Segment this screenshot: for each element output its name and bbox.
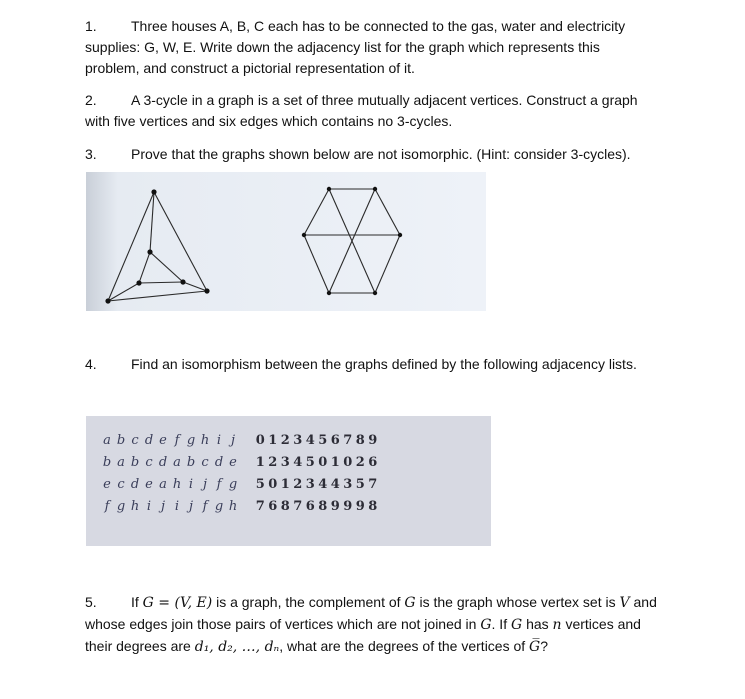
- adjacency-letter-cell: c: [145, 454, 153, 470]
- adjacency-letter-cell: c: [201, 454, 209, 470]
- adjacency-number-cell: 0: [343, 454, 353, 470]
- adjacency-letter-cell: d: [144, 432, 154, 448]
- adjacency-letter-cell: a: [173, 454, 181, 470]
- math-expression: d₁, d₂, …, dₙ: [194, 639, 280, 655]
- math-symbol: G: [480, 617, 492, 633]
- adjacency-letter-cell: a: [159, 476, 167, 492]
- adjacency-number-cell: 9: [330, 498, 340, 514]
- graphs-svg: [86, 172, 486, 311]
- adjacency-letter-cell: h: [130, 498, 140, 514]
- adjacency-letter-cell: g: [228, 476, 238, 492]
- adjacency-letter-cell: g: [214, 498, 224, 514]
- adjacency-number-cell: 8: [368, 498, 378, 514]
- adjacency-number-cell: 7: [368, 476, 378, 492]
- adjacency-number-cell: 2: [280, 432, 290, 448]
- adjacency-number-cell: 7: [293, 498, 303, 514]
- adjacency-number-cell: 3: [305, 476, 315, 492]
- adjacency-letter-cell: i: [188, 476, 194, 492]
- adjacency-number-cell: 3: [343, 476, 353, 492]
- adjacency-letter-cell: a: [117, 454, 125, 470]
- adjacency-number-cell: 2: [268, 454, 278, 470]
- adjacency-letter-cell: g: [116, 498, 126, 514]
- adjacency-letter-cell: b: [116, 432, 126, 448]
- question-text: A 3-cycle in a graph is a set of three mutually adjacent vertices. Construct a graph: [131, 92, 638, 108]
- adjacency-lists-image: [86, 416, 491, 546]
- question-text: has: [526, 616, 549, 632]
- adjacency-number-cell: 3: [293, 432, 303, 448]
- adjacency-number-cell: 6: [330, 432, 340, 448]
- question-4: [85, 354, 685, 375]
- adjacency-letter-cell: f: [104, 498, 110, 514]
- adjacency-letter-cell: d: [214, 454, 224, 470]
- adjacency-letter-cell: j: [230, 432, 236, 448]
- question-text: is the graph whose vertex set is: [419, 594, 616, 610]
- question-text: with five vertices and six edges which contains no 3-cycles.: [85, 113, 453, 129]
- graphs-figure: [86, 172, 486, 311]
- adjacency-number-cell: 4: [330, 476, 340, 492]
- question-text: and: [633, 594, 657, 610]
- adjacency-letter-cell: e: [229, 454, 237, 470]
- question-text: . If: [491, 616, 508, 632]
- adjacency-letter-cell: f: [216, 476, 222, 492]
- adjacency-letter-cell: e: [159, 432, 167, 448]
- math-symbol: G: [404, 595, 416, 611]
- question-text: their degrees are: [85, 638, 191, 654]
- adjacency-table: [100, 429, 379, 517]
- adjacency-letter-cell: a: [103, 432, 111, 448]
- adjacency-number-cell: 9: [355, 498, 365, 514]
- adjacency-number-cell: 2: [355, 454, 365, 470]
- column-separator: [240, 429, 254, 451]
- adjacency-letter-cell: j: [160, 498, 166, 514]
- question-text: Find an isomorphism between the graphs defined by the following adjacency lists.: [131, 356, 637, 372]
- adjacency-row: [100, 429, 379, 451]
- adjacency-number-cell: 3: [280, 454, 290, 470]
- adjacency-number-cell: 5: [318, 432, 328, 448]
- adjacency-letter-cell: b: [130, 454, 140, 470]
- adjacency-letter-cell: e: [103, 476, 111, 492]
- adjacency-number-cell: 4: [305, 432, 315, 448]
- adjacency-letter-cell: j: [202, 476, 208, 492]
- adjacency-row: [100, 451, 379, 473]
- question-text: ?: [540, 638, 549, 654]
- column-separator: [240, 473, 254, 495]
- question-text: If: [131, 594, 139, 610]
- adjacency-number-cell: 8: [355, 432, 365, 448]
- adjacency-number-cell: 0: [318, 454, 328, 470]
- math-symbol: G̅: [529, 639, 541, 655]
- question-text: is a graph, the complement of: [216, 594, 401, 610]
- math-symbol: n: [552, 617, 562, 633]
- adjacency-number-cell: 4: [318, 476, 328, 492]
- question-3: [85, 144, 685, 165]
- adjacency-number-cell: 7: [343, 432, 353, 448]
- adjacency-letter-cell: e: [145, 476, 153, 492]
- adjacency-number-cell: 5: [355, 476, 365, 492]
- question-text: Prove that the graphs shown below are not isomorphic. (Hint: consider 3-cycles).: [131, 146, 631, 162]
- question-text: whose edges join those pairs of vertices which are not joined in: [85, 616, 477, 632]
- adjacency-number-cell: 1: [280, 476, 290, 492]
- question-1: [85, 16, 685, 79]
- column-separator: [240, 495, 254, 517]
- adjacency-number-cell: 1: [255, 454, 265, 470]
- adjacency-letter-cell: f: [174, 432, 180, 448]
- question-text: problem, and construct a pictorial representation of it.: [85, 60, 415, 76]
- math-expression: G = (V, E): [142, 595, 213, 611]
- math-symbol: V: [619, 595, 630, 611]
- adjacency-number-cell: 6: [268, 498, 278, 514]
- question-number: 5.: [85, 594, 97, 610]
- question-number: 2.: [85, 92, 97, 108]
- adjacency-letter-cell: h: [172, 476, 182, 492]
- adjacency-letter-cell: b: [186, 454, 196, 470]
- adjacency-row: [100, 495, 379, 517]
- adjacency-number-cell: 6: [305, 498, 315, 514]
- adjacency-number-cell: 1: [268, 432, 278, 448]
- adjacency-number-cell: 7: [255, 498, 265, 514]
- question-5: [85, 592, 695, 658]
- adjacency-letter-cell: i: [174, 498, 180, 514]
- adjacency-letter-cell: f: [202, 498, 208, 514]
- adjacency-letter-cell: d: [130, 476, 140, 492]
- adjacency-number-cell: 5: [255, 476, 265, 492]
- question-text: vertices and: [565, 616, 641, 632]
- math-symbol: G: [510, 617, 523, 633]
- question-text: Three houses A, B, C each has to be connected to the gas, water and electricity: [131, 18, 626, 34]
- adjacency-letter-cell: b: [102, 454, 112, 470]
- adjacency-number-cell: 9: [343, 498, 353, 514]
- adjacency-number-cell: 5: [305, 454, 315, 470]
- adjacency-letter-cell: g: [186, 432, 196, 448]
- question-number: 3.: [85, 146, 97, 162]
- question-number: 4.: [85, 356, 97, 372]
- adjacency-letter-cell: i: [216, 432, 222, 448]
- adjacency-letter-cell: c: [131, 432, 139, 448]
- adjacency-number-cell: 8: [280, 498, 290, 514]
- adjacency-letter-cell: j: [188, 498, 194, 514]
- adjacency-number-cell: 9: [368, 432, 378, 448]
- adjacency-row: [100, 473, 379, 495]
- question-text: , what are the degrees of the vertices of: [279, 638, 526, 654]
- adjacency-number-cell: 8: [318, 498, 328, 514]
- question-2: [85, 90, 685, 132]
- adjacency-number-cell: 0: [268, 476, 278, 492]
- column-separator: [240, 451, 254, 473]
- adjacency-number-cell: 4: [293, 454, 303, 470]
- adjacency-number-cell: 1: [330, 454, 340, 470]
- adjacency-number-cell: 6: [368, 454, 378, 470]
- question-number: 1.: [85, 18, 97, 34]
- adjacency-letter-cell: c: [117, 476, 125, 492]
- adjacency-letter-cell: h: [228, 498, 238, 514]
- adjacency-letter-cell: i: [146, 498, 152, 514]
- adjacency-number-cell: 2: [293, 476, 303, 492]
- adjacency-number-cell: 0: [255, 432, 265, 448]
- question-text: supplies: G, W, E. Write down the adjacency list for the graph which represents this: [85, 39, 600, 55]
- adjacency-letter-cell: h: [200, 432, 210, 448]
- adjacency-letter-cell: d: [158, 454, 168, 470]
